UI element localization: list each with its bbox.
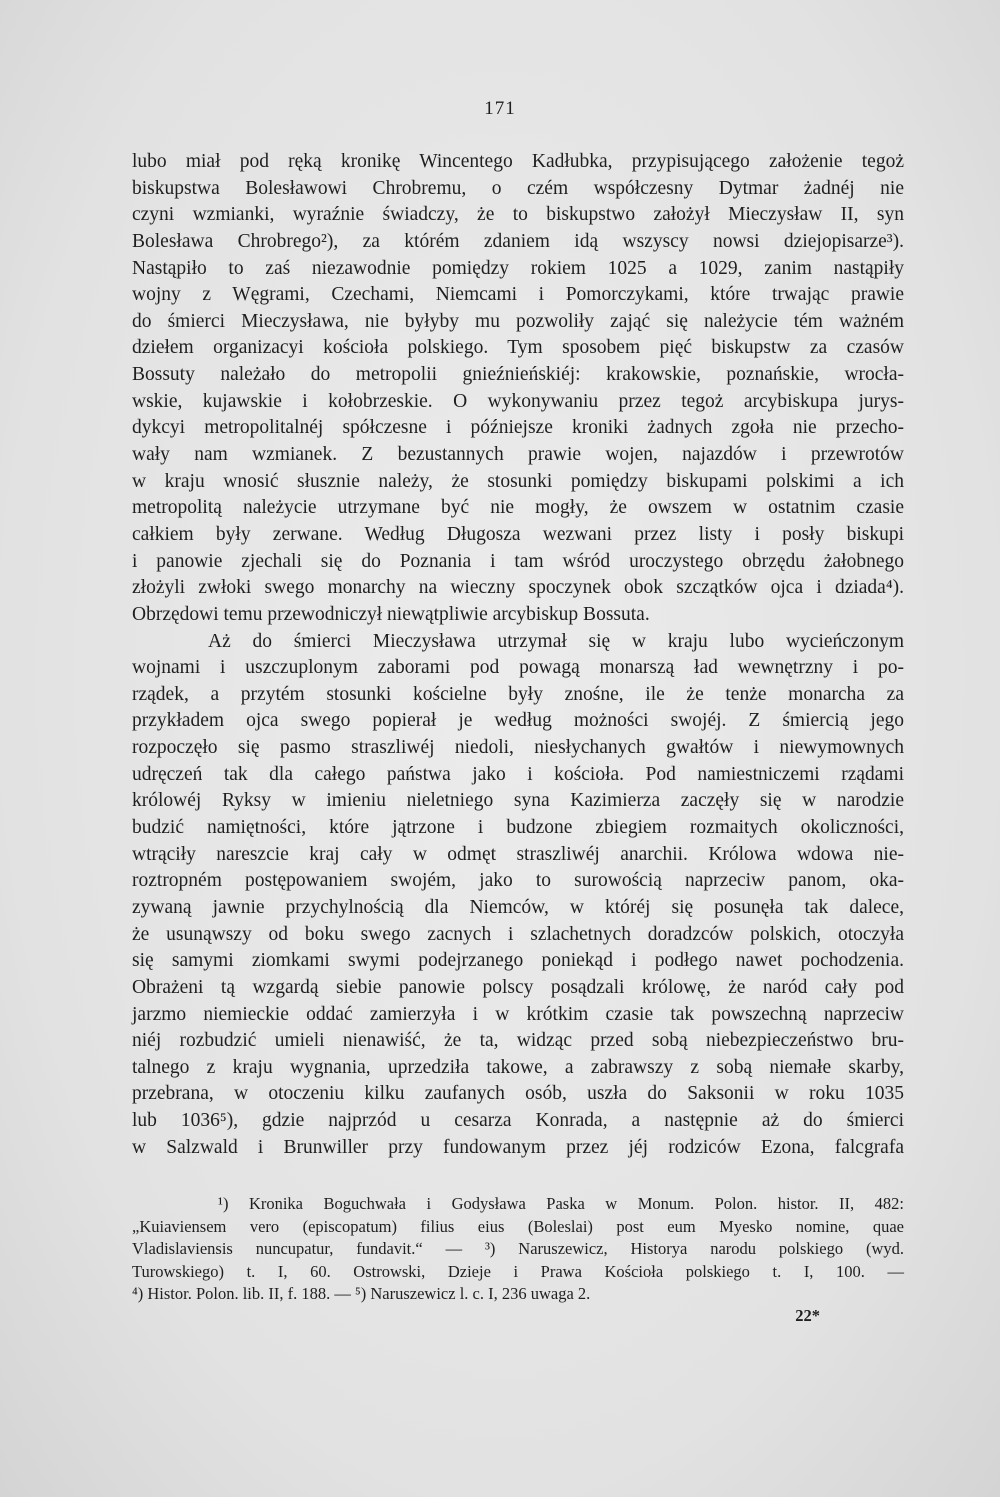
text-line: się samymi ziomkami swymi podejrzanego poniekąd i podłego nawet pochodzenia.: [132, 950, 904, 972]
footnote-line: Vladislaviensis nuncupatur, fundavit.“ — ³) Naruszewicz, Historya narodu polskiego (wyd.: [132, 1239, 904, 1259]
text-line: dziełem organizacyi kościoła polskiego. Tym sposobem pięć biskupstw za czasów: [132, 337, 904, 359]
text-line: wojnami i uszczuplonym zaborami pod powagą monarszą ład wewnętrzny i po-: [132, 657, 904, 679]
main-text: [132, 149, 904, 1161]
text-line: biskupstwa Bolesławowi Chrobremu, o czém współczesny Dytmar żadnéj nie: [132, 177, 904, 199]
text-line: rozpoczęło się pasmo straszliwéj niedoli, niesłychanych gwałtów i niewymownych: [132, 737, 904, 759]
text-line: Nastąpiło to zaś niezawodnie pomiędzy rokiem 1025 a 1029, zanim nastąpiły: [132, 257, 904, 279]
text-line: królowéj Ryksy w imieniu nieletniego syna Kazimierza zaczęły się w narodzie: [132, 790, 904, 812]
text-line: Obrażeni tą wzgardą siebie panowie polscy posądzali królowę, że naród cały pod: [132, 976, 904, 998]
text-line: w kraju wnosić słusznie należy, że stosunki pomiędzy biskupami polskimi a ich: [132, 470, 904, 492]
footnotes: [132, 1193, 904, 1306]
footnote-line: „Kuiaviensem vero (episcopatum) filius eius (Boleslai) post eum Myesko nomine, quae: [132, 1216, 904, 1236]
text-line: wały nam wzmianek. Z bezustannych prawie wojen, najazdów i przewrotów: [132, 444, 904, 466]
text-line: udręczeń tak dla całego państwa jako i kościoła. Pod namiestniczemi rządami: [132, 763, 904, 785]
text-line: dykcyi metropolitalnéj spółczesne i późniejsze kroniki żadnych zgoła nie przecho-: [132, 417, 904, 439]
text-line: przykładem ojca swego popierał je według możności swojéj. Z śmiercią jego: [132, 710, 904, 732]
printer-signature-mark: 22*: [795, 1306, 820, 1325]
text-line: wtrąciły nareszcie kraj cały w odmęt straszliwéj anarchii. Królowa wdowa nie-: [132, 843, 904, 865]
text-line: budzić namiętności, które jątrzone i budzone zbiegiem rozmaitych okoliczności,: [132, 817, 904, 839]
text-line: w Salzwald i Brunwiller przy fundowanym przez jéj rodziców Ezona, falcgrafa: [132, 1136, 904, 1158]
text-line: wskie, kujawskie i kołobrzeskie. O wykonywaniu przez tegoż arcybiskupa jurys-: [132, 390, 904, 412]
text-line: rządek, a przytém stosunki kościelne były znośne, ile że tenże monarcha za: [132, 683, 904, 705]
page-number: 171: [484, 98, 516, 119]
text-line: czyni wzmianki, wyraźnie świadczy, że to biskupstwo założył Mieczysław II, syn: [132, 204, 904, 226]
text-line: metropolitą należycie utrzymane być nie mogły, że owszem w ostatnim czasie: [132, 497, 904, 519]
footnote-line: ¹) Kronika Boguchwała i Godysława Paska w Monum. Polon. histor. II, 482:: [218, 1194, 904, 1213]
text-line: i panowie zjechali się do Poznania i tam wśród uroczystego obrzędu żałobnego: [132, 550, 904, 572]
text-line: niéj rozbudzić umieli nienawiść, że ta, widząc przed sobą niebezpieczeństwo bru-: [132, 1030, 904, 1052]
text-line: Obrzędowi temu przewodniczył niewątpliwie arcybiskup Bossuta.: [132, 603, 650, 625]
text-line: Aż do śmierci Mieczysława utrzymał się w kraju lubo wycieńczonym: [208, 630, 904, 652]
footnote-line: Turowskiego) t. I, 60. Ostrowski, Dzieje i Prawa Kościoła polskiego t. I, 100. —: [132, 1261, 904, 1281]
text-line: zywaną jawnie przychylnością dla Niemców, w któréj się posunęła tak dalece,: [132, 896, 904, 918]
text-line: że usunąwszy od boku swego zacnych i szlachetnych doradzców polskich, otoczyła: [132, 923, 904, 945]
text-line: Bossuty należało do metropolii gnieźnieńskiéj: krakowskie, poznańskie, wrocła-: [132, 364, 904, 386]
text-line: do śmierci Mieczysława, nie byłyby mu pozwoliły zająć się należycie tém ważném: [132, 310, 904, 332]
text-line: Bolesława Chrobrego²), za którém zdaniem idą wszyscy nowsi dziejopisarze³).: [132, 230, 904, 252]
text-line: przebrana, w otoczeniu kilku zaufanych osób, uszła do Saksonii w roku 1035: [132, 1083, 904, 1105]
text-line: talnego z kraju wygnania, uprzedziła takowe, a zabrawszy z sobą niemałe skarby,: [132, 1056, 904, 1078]
text-line: lubo miał pod ręką kronikę Wincentego Kadłubka, przypisującego założenie tegoż: [132, 151, 904, 172]
text-line: roztropném postępowaniem swojém, jako to surowością naprzeciw panom, oka-: [132, 870, 904, 892]
text-line: jarzmo niemieckie oddać zamierzyła i w krótkim czasie tak powszechną naprzeciw: [132, 1003, 904, 1025]
text-line: wojny z Węgrami, Czechami, Niemcami i Pomorczykami, które trwając prawie: [132, 284, 904, 306]
footnote-line: ⁴) Histor. Polon. lib. II, f. 188. — ⁵) Naruszewicz l. c. I, 236 uwaga 2.: [132, 1284, 591, 1304]
text-line: całkiem były zerwane. Według Długosza wezwani przez listy i posły biskupi: [132, 523, 904, 545]
text-line: lub 1036⁵), gdzie najprzód u cesarza Konrada, a następnie aż do śmierci: [132, 1110, 904, 1132]
text-line: złożyli zwłoki swego monarchy na wieczny spoczynek obok szczątków ojca i dziada⁴).: [132, 577, 904, 599]
